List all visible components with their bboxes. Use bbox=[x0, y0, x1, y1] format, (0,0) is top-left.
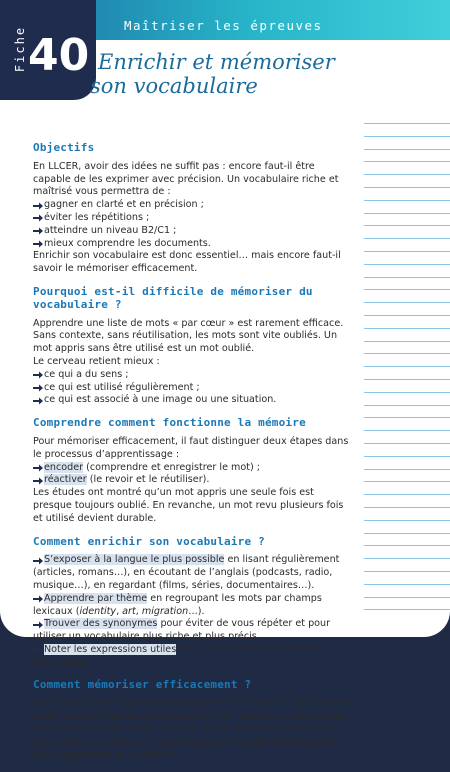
arrow-right-icon bbox=[33, 462, 44, 475]
note-line bbox=[364, 238, 450, 239]
paragraph: Pour mémoriser efficacement, il faut distinguer deux étapes dans le processus d’apprentissage : bbox=[33, 435, 349, 460]
arrow-right-icon bbox=[33, 554, 44, 567]
note-line bbox=[364, 571, 450, 572]
list-item: S’exposer à la langue le plus possible en lisant régulièrement (articles, romans…), en écoutant de l’anglais (podcasts, radio, musique…), en regardant (films, séries, documentaires…). bbox=[33, 554, 340, 591]
list-item: Noter les expressions utiles trouvées en classe ou dans les documents. bbox=[33, 643, 327, 668]
section-enrichir bbox=[33, 536, 355, 670]
note-line bbox=[364, 264, 450, 265]
note-line bbox=[364, 174, 450, 175]
main-content bbox=[33, 142, 355, 772]
list-item: réactiver (le revoir et le réutiliser). bbox=[33, 474, 355, 487]
note-line bbox=[364, 430, 450, 431]
note-line bbox=[364, 328, 450, 329]
note-line bbox=[364, 302, 450, 303]
paragraph: Le cerveau retient mieux : bbox=[33, 355, 160, 367]
fiche-word: Fiche bbox=[13, 25, 27, 73]
note-line bbox=[364, 289, 450, 290]
highlighted-term: Apprendre par thème bbox=[44, 592, 148, 604]
arrow-right-icon bbox=[33, 644, 44, 657]
note-line bbox=[364, 149, 450, 150]
note-line bbox=[364, 161, 450, 162]
note-line bbox=[364, 481, 450, 482]
note-line bbox=[364, 315, 450, 316]
note-line bbox=[364, 379, 450, 380]
title-line-1: Enrichir et mémoriser bbox=[98, 50, 335, 74]
highlighted-term: Noter les expressions utiles bbox=[44, 643, 177, 655]
note-line bbox=[364, 417, 450, 418]
note-line bbox=[364, 341, 450, 342]
highlighted-term: encoder bbox=[44, 461, 84, 473]
notes-lines bbox=[364, 123, 450, 623]
section-comprendre bbox=[33, 417, 355, 525]
section-heading: Comprendre comment fonctionne la mémoire bbox=[33, 416, 306, 430]
arrow-right-icon bbox=[33, 394, 44, 407]
note-line bbox=[364, 225, 450, 226]
list-item: atteindre un niveau B2/C1 ; bbox=[33, 225, 355, 238]
note-line bbox=[364, 392, 450, 393]
arrow-right-icon bbox=[33, 238, 44, 251]
list-item: mieux comprendre les documents. bbox=[33, 238, 355, 251]
note-line bbox=[364, 609, 450, 610]
paragraph: Faire une liste de mots de vocabulaire et se contenter de la lire ne suffit pas à mémoriser correctement. Pour retenir du vocabulaire, il faut réactiver de manière active, il faut se tester, et utiliser les mots dans leur contexte. Il faut faire un effort de mémorisation afin d’apprendre et de retenir. bbox=[33, 698, 352, 761]
paragraph: Apprendre une liste de mots « par cœur » est rarement efficace. Sans contexte, sans réutilisation, les mots sont vite oubliés. Un mot appris sans être utilisé est un mot oublié. bbox=[33, 317, 344, 355]
arrow-right-icon bbox=[33, 474, 44, 487]
note-line bbox=[364, 558, 450, 559]
page-title bbox=[90, 50, 428, 98]
arrow-right-icon bbox=[33, 382, 44, 395]
note-line bbox=[364, 123, 450, 124]
list-item: ce qui est utilisé régulièrement ; bbox=[33, 382, 355, 395]
note-line bbox=[364, 200, 450, 201]
list-item: éviter les répétitions ; bbox=[33, 212, 355, 225]
section-pourquoi bbox=[33, 286, 355, 407]
arrow-right-icon bbox=[33, 593, 44, 606]
title-line-2: son vocabulaire bbox=[90, 74, 258, 98]
note-line bbox=[364, 443, 450, 444]
note-line bbox=[364, 520, 450, 521]
note-line bbox=[364, 277, 450, 278]
note-line bbox=[364, 187, 450, 188]
section-heading: Comment enrichir son vocabulaire ? bbox=[33, 534, 265, 548]
section-memoriser bbox=[33, 679, 355, 762]
note-line bbox=[364, 213, 450, 214]
list-item: Trouver des synonymes pour éviter de vous répéter et pour utiliser un vocabulaire plus riche et plus précis. bbox=[33, 618, 331, 643]
note-line bbox=[364, 353, 450, 354]
arrow-right-icon bbox=[33, 212, 44, 225]
paragraph: Enrichir son vocabulaire est donc essentiel… mais encore faut-il savoir le mémoriser efficacement. bbox=[33, 250, 341, 275]
arrow-right-icon bbox=[33, 618, 44, 631]
note-line bbox=[364, 545, 450, 546]
note-line bbox=[364, 456, 450, 457]
paragraph: Les études ont montré qu’un mot appris une seule fois est presque toujours oublié. En revanche, un mot revu plusieurs fois et utilisé devient durable. bbox=[33, 487, 344, 524]
note-line bbox=[364, 533, 450, 534]
list-item: gagner en clarté et en précision ; bbox=[33, 199, 355, 212]
note-line bbox=[364, 469, 450, 470]
highlighted-term: S’exposer à la langue le plus possible bbox=[44, 554, 225, 566]
list-item: encoder (comprendre et enregistrer le mot) ; bbox=[33, 462, 355, 475]
note-line bbox=[364, 494, 450, 495]
highlighted-term: réactiver bbox=[44, 474, 87, 486]
section-objectifs bbox=[33, 142, 355, 276]
note-line bbox=[364, 136, 450, 137]
fiche-number: 40 bbox=[28, 30, 90, 81]
note-line bbox=[364, 366, 450, 367]
list-item: ce qui a du sens ; bbox=[33, 369, 355, 382]
highlighted-term: Trouver des synonymes bbox=[44, 618, 158, 630]
section-heading: Comment mémoriser efficacement ? bbox=[33, 678, 252, 692]
arrow-right-icon bbox=[33, 225, 44, 238]
section-heading: Objectifs bbox=[33, 141, 95, 154]
note-line bbox=[364, 251, 450, 252]
note-line bbox=[364, 584, 450, 585]
section-label: Maîtriser les épreuves bbox=[124, 18, 323, 33]
paragraph: En LLCER, avoir des idées ne suffit pas : encore faut-il être capable de les exprimer avec précision. Un vocabulaire riche et maîtrisé vous permettra de : bbox=[33, 160, 339, 198]
note-line bbox=[364, 597, 450, 598]
section-heading: Pourquoi est-il difficile de mémoriser du vocabulaire ? bbox=[33, 284, 313, 311]
note-line bbox=[364, 507, 450, 508]
list-item: ce qui est associé à une image ou une situation. bbox=[33, 394, 355, 407]
note-line bbox=[364, 405, 450, 406]
arrow-right-icon bbox=[33, 369, 44, 382]
fiche-badge bbox=[0, 0, 96, 100]
list-item: Apprendre par thème en regroupant les mots par champs lexicaux (identity, art, migration…). bbox=[33, 592, 322, 617]
arrow-right-icon bbox=[33, 199, 44, 212]
